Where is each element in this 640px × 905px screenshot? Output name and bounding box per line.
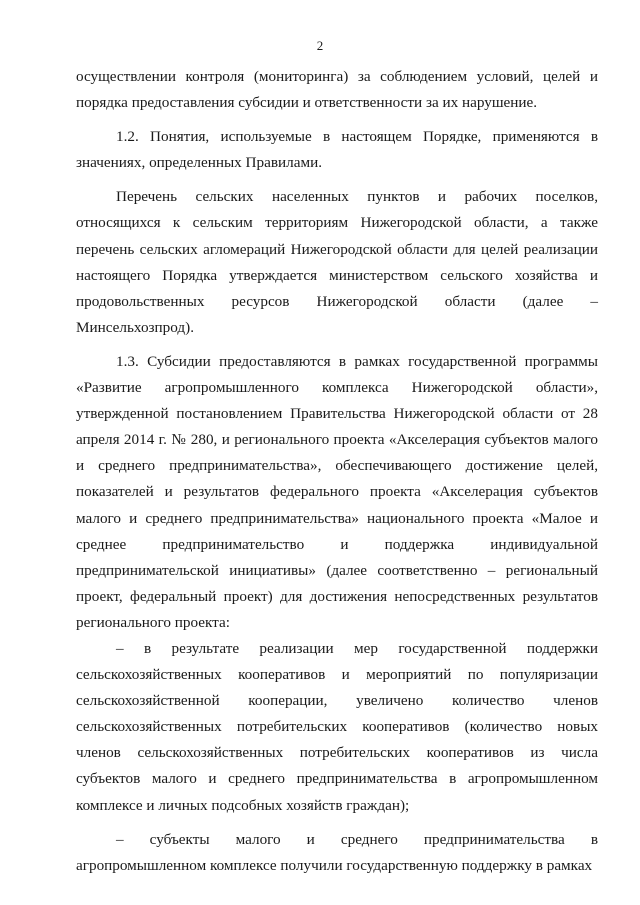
paragraph-continuation: осуществлении контроля (мониторинга) за соблюдением условий, целей и порядка предоставления субсидии и ответственности за их нарушение. xyxy=(76,68,598,112)
page-number: 2 xyxy=(316,38,324,53)
list-item-cooperative-members: – в результате реализации мер государственной поддержки сельскохозяйственных кооперативов и мероприятий по популяризации сельскохозяйственной кооперации, увеличено количество членов сельскохозяйственных потребительских кооперативов (количество новых членов сельскохозяйственных потребительских кооперативов из числа субъектов малого и среднего предпринимательства в агропромышленном комплексе и личных подсобных хозяйств граждан); xyxy=(76,639,598,814)
document-body xyxy=(76,64,598,879)
list-item-state-support: – субъекты малого и среднего предпринимательства в агропромышленном комплексе получили государственную поддержку в рамках xyxy=(76,830,598,874)
paragraph-1-3: 1.3. Субсидии предоставляются в рамках государственной программы «Развитие агропромышленного комплекса Нижегородской области», утвержденной постановлением Правительства Нижегородской области от 28 апреля 2014 г. № 280, и регионального проекта «Акселерация субъектов малого и среднего предпринимательства», обеспечивающего достижение целей, показателей и результатов федерального проекта «Акселерация субъектов малого и среднего предпринимательства» национального проекта «Малое и среднее предпринимательство и поддержка индивидуальной предпринимательской инициативы» (далее соответственно – региональный проект, федеральный проект) для достижения непосредственных результатов регионального проекта: xyxy=(76,352,598,631)
paragraph-1-2: 1.2. Понятия, используемые в настоящем Порядке, применяются в значениях, определенных Правилами. xyxy=(76,128,598,172)
paragraph-territories-list: Перечень сельских населенных пунктов и рабочих поселков, относящихся к сельским территориям Нижегородской области, а также перечень сельских агломераций Нижегородской области для целей реализации настоящего Порядка утверждается министерством сельского хозяйства и продовольственных ресурсов Нижегородской области (далее – Минсельхозпрод). xyxy=(76,188,598,336)
